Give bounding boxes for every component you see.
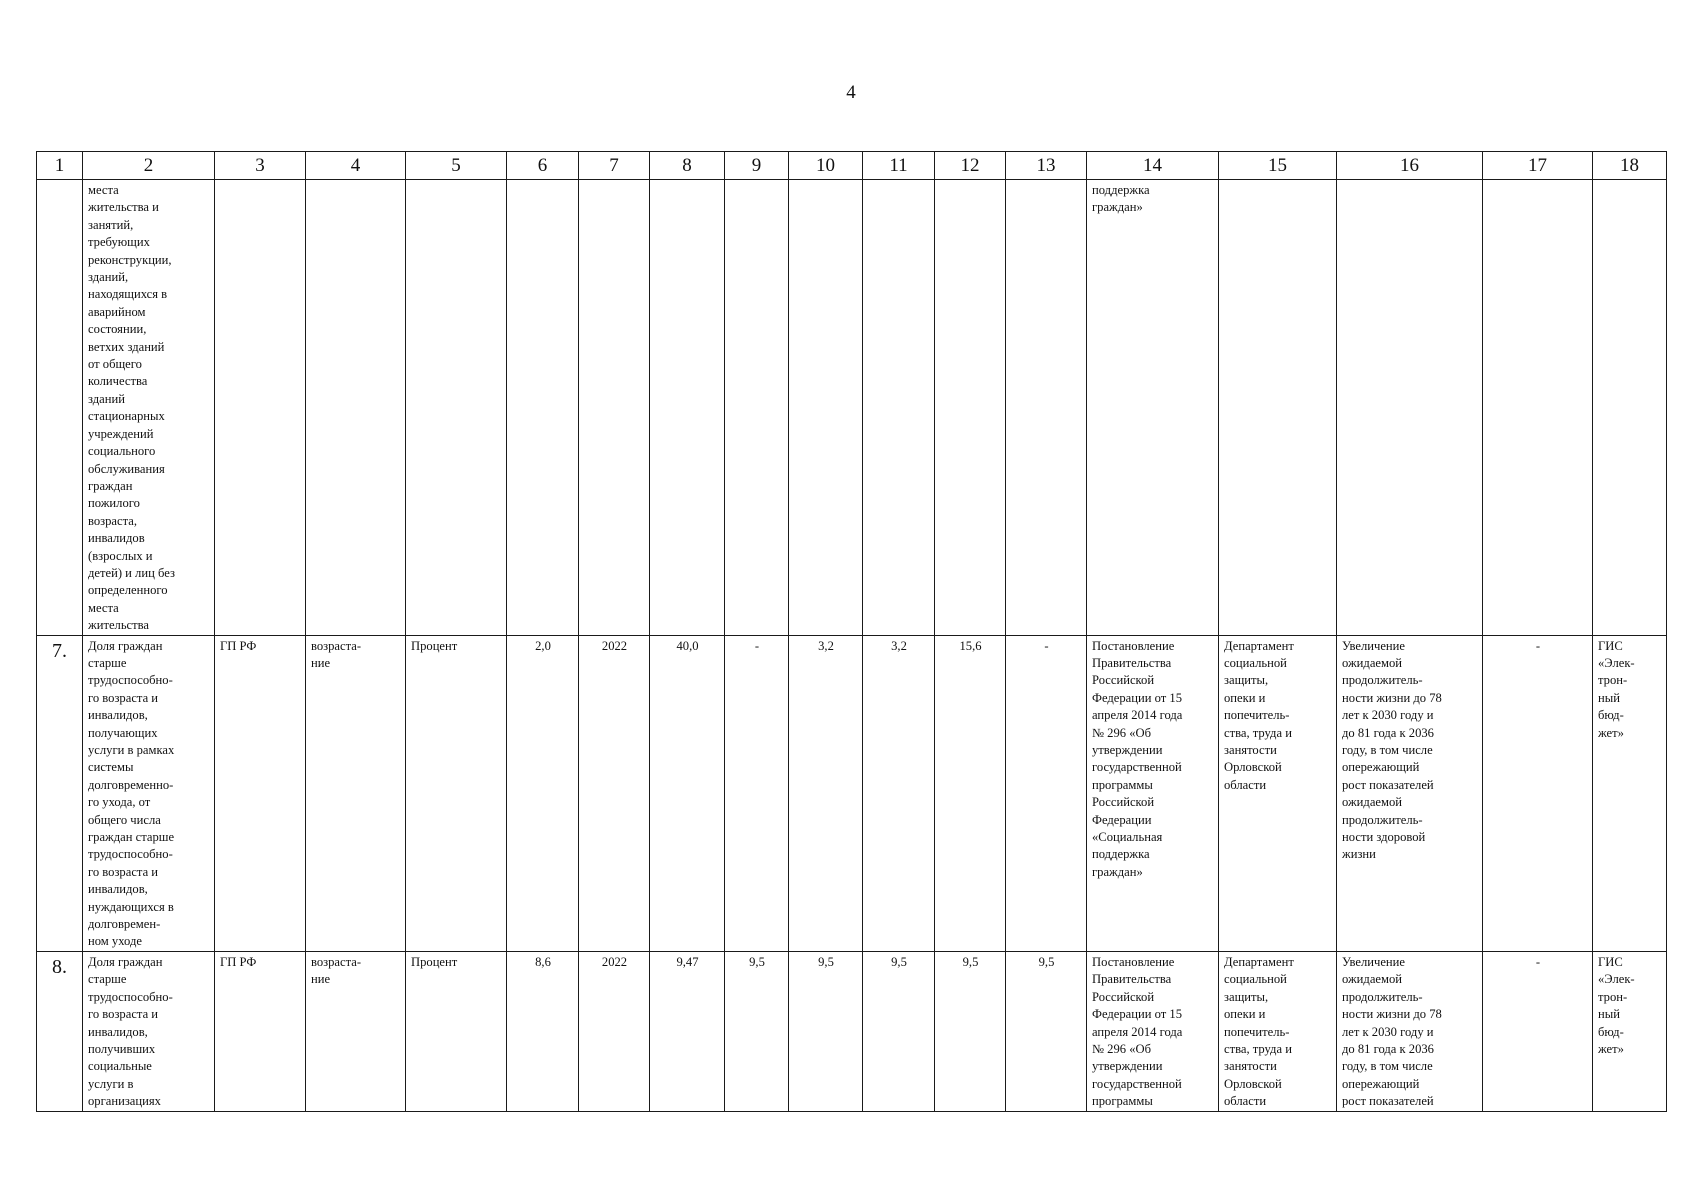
column-number-header: 14 — [1087, 152, 1219, 180]
table-row — [37, 635, 1667, 951]
indicator-name-cell: Доля граждан старше трудоспособно- го возраста и инвалидов, получающих услуги в рамках системы долговременно- го ухода, от общего числа граждан старше трудоспособно- го возраста и инвалидов, нуждающихся в долговремен- ном уходе — [83, 635, 215, 951]
table-row — [37, 951, 1667, 1111]
document-basis-cell: Постановление Правительства Российской Федерации от 15 апреля 2014 года № 296 «Об утверждении государственной программы — [1087, 951, 1219, 1111]
base-value-cell — [507, 180, 579, 636]
indicator-trend-cell: возраста- ние — [306, 635, 406, 951]
value-cell: 9,5 — [935, 951, 1006, 1111]
indicator-level-cell: ГП РФ — [215, 951, 306, 1111]
value-cell — [935, 180, 1006, 636]
column-number-header: 5 — [406, 152, 507, 180]
national-goal-link-cell: Увеличение ожидаемой продолжитель- ности жизни до 78 лет к 2030 году и до 81 года к 2036 году, в том числе опережающий рост показателей ожидаемой продолжитель- ности здоровой жизни — [1337, 635, 1483, 951]
row-number-cell — [37, 180, 83, 636]
national-goal-link-cell: Увеличение ожидаемой продолжитель- ности жизни до 78 лет к 2030 году и до 81 года к 2036 году, в том числе опережающий рост показателей — [1337, 951, 1483, 1111]
indicator-level-cell — [215, 180, 306, 636]
column-number-header: 6 — [507, 152, 579, 180]
responsible-cell: Департамент социальной защиты, опеки и попечитель- ства, труда и занятости Орловской области — [1219, 635, 1337, 951]
value-cell — [863, 180, 935, 636]
value-cell: - — [725, 635, 789, 951]
row-number-cell: 7. — [37, 635, 83, 951]
column-number-header: 7 — [579, 152, 650, 180]
national-goal-link-cell — [1337, 180, 1483, 636]
value-cell — [1006, 180, 1087, 636]
related-indicator-cell: - — [1483, 951, 1593, 1111]
value-cell: - — [1006, 635, 1087, 951]
column-number-header: 3 — [215, 152, 306, 180]
base-value-cell: 2,0 — [507, 635, 579, 951]
indicator-name-cell: места жительства и занятий, требующих реконструкции, зданий, находящихся в аварийном состоянии, ветхих зданий от общего количества зданий стационарных учреждений социального обслуживания граждан пожилого возраста, инвалидов (взрослых и детей) и лиц без определенного места жительства — [83, 180, 215, 636]
unit-cell — [406, 180, 507, 636]
column-number-header: 8 — [650, 152, 725, 180]
value-cell — [789, 180, 863, 636]
value-cell — [725, 180, 789, 636]
value-cell: 40,0 — [650, 635, 725, 951]
value-cell: 9,5 — [725, 951, 789, 1111]
column-number-header: 10 — [789, 152, 863, 180]
info-system-cell: ГИС «Элек- трон- ный бюд- жет» — [1593, 951, 1667, 1111]
column-number-header: 4 — [306, 152, 406, 180]
info-system-cell: ГИС «Элек- трон- ный бюд- жет» — [1593, 635, 1667, 951]
row-number-cell: 8. — [37, 951, 83, 1111]
related-indicator-cell — [1483, 180, 1593, 636]
column-number-header: 16 — [1337, 152, 1483, 180]
base-year-cell: 2022 — [579, 635, 650, 951]
value-cell: 9,5 — [863, 951, 935, 1111]
column-number-header: 12 — [935, 152, 1006, 180]
column-number-header: 13 — [1006, 152, 1087, 180]
value-cell: 9,5 — [1006, 951, 1087, 1111]
base-value-cell: 8,6 — [507, 951, 579, 1111]
base-year-cell — [579, 180, 650, 636]
indicator-trend-cell: возраста- ние — [306, 951, 406, 1111]
column-number-header: 15 — [1219, 152, 1337, 180]
document-basis-cell: Постановление Правительства Российской Федерации от 15 апреля 2014 года № 296 «Об утверждении государственной программы Российской Федерации «Социальная поддержка граждан» — [1087, 635, 1219, 951]
base-year-cell: 2022 — [579, 951, 650, 1111]
document-basis-cell: поддержка граждан» — [1087, 180, 1219, 636]
value-cell: 15,6 — [935, 635, 1006, 951]
value-cell: 9,5 — [789, 951, 863, 1111]
unit-cell: Процент — [406, 951, 507, 1111]
info-system-cell — [1593, 180, 1667, 636]
column-number-header: 11 — [863, 152, 935, 180]
value-cell — [650, 180, 725, 636]
page-number: 4 — [846, 82, 856, 103]
value-cell: 9,47 — [650, 951, 725, 1111]
indicator-trend-cell — [306, 180, 406, 636]
related-indicator-cell: - — [1483, 635, 1593, 951]
column-number-header: 1 — [37, 152, 83, 180]
unit-cell: Процент — [406, 635, 507, 951]
column-number-header-row — [37, 152, 1667, 180]
column-number-header: 2 — [83, 152, 215, 180]
indicator-name-cell: Доля граждан старше трудоспособно- го возраста и инвалидов, получивших социальные услуги в организациях — [83, 951, 215, 1111]
responsible-cell: Департамент социальной защиты, опеки и попечитель- ства, труда и занятости Орловской области — [1219, 951, 1337, 1111]
table-row-continuation — [37, 180, 1667, 636]
value-cell: 3,2 — [789, 635, 863, 951]
indicators-table — [36, 151, 1667, 1112]
column-number-header: 18 — [1593, 152, 1667, 180]
column-number-header: 17 — [1483, 152, 1593, 180]
indicator-level-cell: ГП РФ — [215, 635, 306, 951]
responsible-cell — [1219, 180, 1337, 636]
value-cell: 3,2 — [863, 635, 935, 951]
column-number-header: 9 — [725, 152, 789, 180]
